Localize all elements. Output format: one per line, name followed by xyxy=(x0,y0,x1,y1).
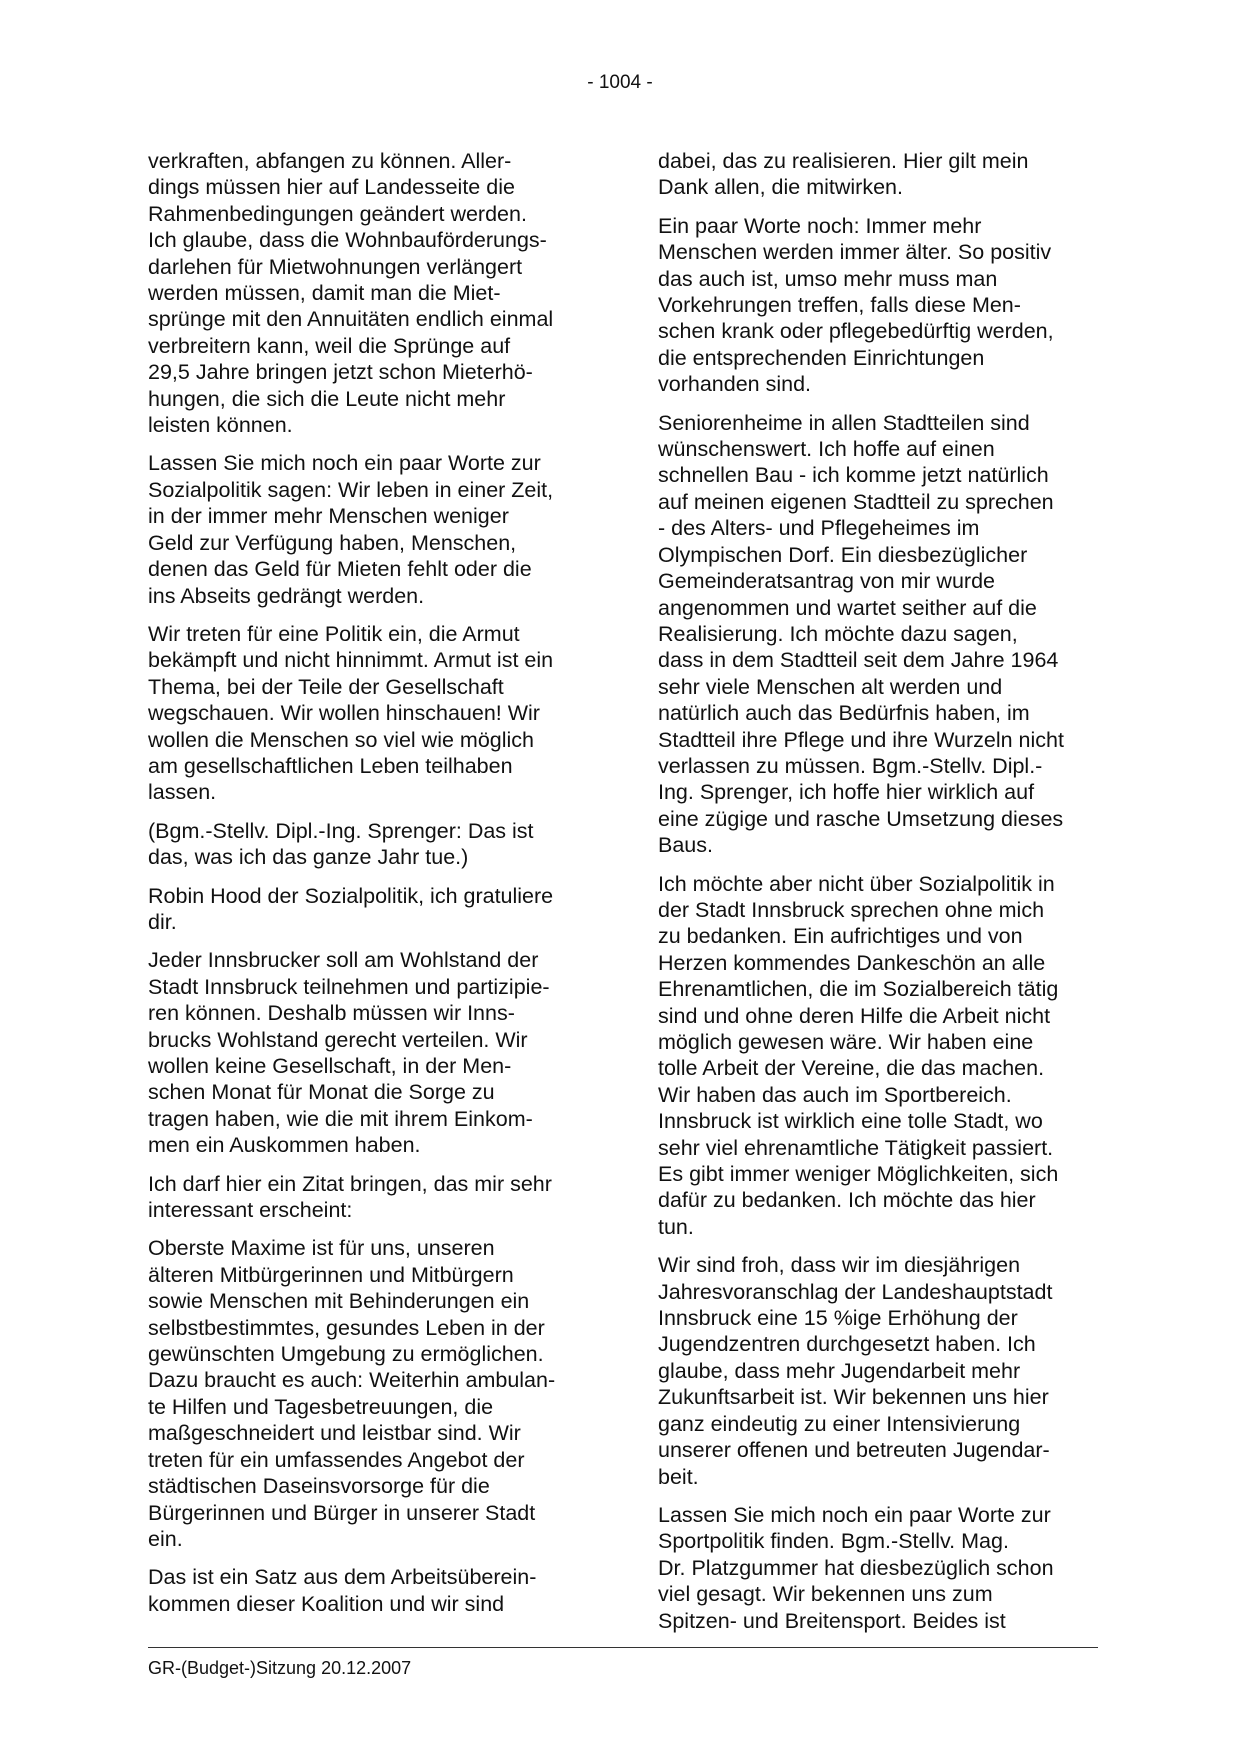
text-line: leisten können. xyxy=(148,413,293,438)
text-line: Geld zur Verfügung haben, Menschen, xyxy=(148,530,517,555)
text-line: brucks Wohlstand gerecht verteilen. Wir xyxy=(148,1027,528,1052)
text-line: beit. xyxy=(658,1464,699,1489)
text-line: am gesellschaftlichen Leben teilhaben xyxy=(148,753,513,778)
text-line: Lassen Sie mich noch ein paar Worte zur xyxy=(148,451,541,476)
text-line: das, was ich das ganze Jahr tue.) xyxy=(148,845,469,870)
text-line: dabei, das zu realisieren. Hier gilt mein xyxy=(658,149,1029,173)
text-line: Sportpolitik finden. Bgm.-Stellv. Mag. xyxy=(658,1529,1009,1554)
text-line: sprünge mit den Annuitäten endlich einmal xyxy=(148,307,554,332)
text-line: die entsprechenden Einrichtungen xyxy=(658,345,985,370)
left-column xyxy=(148,148,588,1629)
text-line: selbstbestimmtes, gesundes Leben in der xyxy=(148,1315,545,1340)
text-line: Vorkehrungen treffen, falls diese Men- xyxy=(658,293,1021,318)
text-line: Dazu braucht es auch: Weiterhin ambulan- xyxy=(148,1368,556,1393)
text-line: schen krank oder pflegebedürftig werden, xyxy=(658,319,1054,344)
text-line: der Stadt Innsbruck sprechen ohne mich xyxy=(658,897,1045,922)
text-line: (Bgm.-Stellv. Dipl.-Ing. Sprenger: Das ist xyxy=(148,818,534,843)
text-line: dass in dem Stadtteil seit dem Jahre 1964 xyxy=(658,648,1059,673)
text-line: Innsbruck ist wirklich eine tolle Stadt, wo xyxy=(658,1109,1043,1134)
text-line: te Hilfen und Tagesbetreuungen, die xyxy=(148,1394,494,1419)
text-line: tun. xyxy=(658,1214,694,1239)
text-line: Sozialpolitik sagen: Wir leben in einer Zeit, xyxy=(148,477,554,502)
text-line: sehr viele Menschen alt werden und xyxy=(658,674,1003,699)
text-line: schen Monat für Monat die Sorge zu xyxy=(148,1080,495,1105)
text-line: Wir sind froh, dass wir im diesjährigen xyxy=(658,1253,1021,1278)
paragraph xyxy=(148,947,588,1158)
text-line: Ehrenamtlichen, die im Sozialbereich tätig xyxy=(658,977,1059,1002)
text-line: sehr viel ehrenamtliche Tätigkeit passiert. xyxy=(658,1135,1054,1160)
text-line: verbreitern kann, weil die Sprünge auf xyxy=(148,333,511,358)
text-line: Innsbruck eine 15 %ige Erhöhung der xyxy=(658,1306,1018,1331)
paragraph xyxy=(148,1235,588,1552)
paragraph xyxy=(658,410,1098,859)
text-line: kommen dieser Koalition und wir sind xyxy=(148,1591,505,1616)
text-line: Jahresvoranschlag der Landeshauptstadt xyxy=(658,1279,1053,1304)
text-line: Ich glaube, dass die Wohnbauförderungs- xyxy=(148,228,547,253)
text-line: Ich möchte aber nicht über Sozialpolitik in xyxy=(658,871,1055,896)
text-line: tragen haben, wie die mit ihrem Einkom- xyxy=(148,1106,533,1131)
text-line: Jugendzentren durchgesetzt haben. Ich xyxy=(658,1332,1036,1357)
text-line: in der immer mehr Menschen weniger xyxy=(148,504,509,529)
paragraph xyxy=(148,883,588,936)
text-line: angenommen und wartet seither auf die xyxy=(658,595,1037,620)
text-line: viel gesagt. Wir bekennen uns zum xyxy=(658,1582,993,1607)
text-line: verlassen zu müssen. Bgm.-Stellv. Dipl.- xyxy=(658,753,1043,778)
text-line: sowie Menschen mit Behinderungen ein xyxy=(148,1289,530,1314)
paragraph xyxy=(148,148,588,438)
text-line: sind und ohne deren Hilfe die Arbeit nicht xyxy=(658,1003,1051,1028)
text-line: Das ist ein Satz aus dem Arbeitsüberein- xyxy=(148,1565,537,1590)
text-line: Baus. xyxy=(658,833,713,858)
text-line: zu bedanken. Ein aufrichtiges und von xyxy=(658,924,1023,949)
text-line: interessant erscheint: xyxy=(148,1198,353,1223)
text-line: wollen die Menschen so viel wie möglich xyxy=(148,727,534,752)
text-line: auf meinen eigenen Stadtteil zu sprechen xyxy=(658,489,1054,514)
text-line: glaube, dass mehr Jugendarbeit mehr xyxy=(658,1358,1021,1383)
text-line: maßgeschneidert und leistbar sind. Wir xyxy=(148,1421,521,1446)
text-line: - des Alters- und Pflegeheimes im xyxy=(658,516,980,541)
text-line: Gemeinderatsantrag von mir wurde xyxy=(658,569,995,594)
text-line: dir. xyxy=(148,909,177,934)
paragraph xyxy=(148,818,588,871)
text-line: ren können. Deshalb müssen wir Inns- xyxy=(148,1001,515,1026)
text-line: Seniorenheime in allen Stadtteilen sind xyxy=(658,410,1030,435)
paragraph xyxy=(658,213,1098,398)
footer-text: GR-(Budget-)Sitzung 20.12.2007 xyxy=(148,1658,412,1678)
paragraph xyxy=(658,148,1098,201)
text-line: Zukunftsarbeit ist. Wir bekennen uns hier xyxy=(658,1385,1049,1410)
text-line: Spitzen- und Breitensport. Beides ist xyxy=(658,1608,1006,1633)
text-line: Olympischen Dorf. Ein diesbezüglicher xyxy=(658,542,1028,567)
text-line: vorhanden sind. xyxy=(658,372,811,397)
text-line: ins Abseits gedrängt werden. xyxy=(148,583,425,608)
footer-rule xyxy=(148,1647,1098,1648)
text-line: wollen keine Gesellschaft, in der Men- xyxy=(148,1054,512,1078)
text-line: Herzen kommendes Dankeschön an alle xyxy=(658,950,1046,975)
text-line: Stadtteil ihre Pflege und ihre Wurzeln nicht xyxy=(658,727,1064,752)
text-line: Ich darf hier ein Zitat bringen, das mir sehr xyxy=(148,1171,552,1196)
paragraph xyxy=(658,1502,1098,1634)
text-line: men ein Auskommen haben. xyxy=(148,1133,421,1158)
text-line: Dank allen, die mitwirken. xyxy=(658,175,903,200)
text-line: Wir haben das auch im Sportbereich. xyxy=(658,1082,1012,1107)
text-line: verkraften, abfangen zu können. Aller- xyxy=(148,149,512,173)
paragraph xyxy=(148,621,588,806)
text-line: Oberste Maxime ist für uns, unseren xyxy=(148,1236,495,1261)
text-line: das auch ist, umso mehr muss man xyxy=(658,266,998,291)
text-line: städtischen Daseinsvorsorge für die xyxy=(148,1474,490,1499)
text-line: denen das Geld für Mieten fehlt oder die xyxy=(148,557,532,582)
text-line: wegschauen. Wir wollen hinschauen! Wir xyxy=(148,701,540,726)
text-line: schnellen Bau - ich komme jetzt natürlich xyxy=(658,463,1049,488)
text-line: Ein paar Worte noch: Immer mehr xyxy=(658,213,982,238)
text-line: älteren Mitbürgerinnen und Mitbürgern xyxy=(148,1262,514,1287)
right-column xyxy=(658,148,1098,1646)
paragraph xyxy=(658,1252,1098,1490)
text-line: dafür zu bedanken. Ich möchte das hier xyxy=(658,1188,1036,1213)
text-line: Thema, bei der Teile der Gesellschaft xyxy=(148,674,504,699)
text-line: ein. xyxy=(148,1526,183,1551)
text-line: Realisierung. Ich möchte dazu sagen, xyxy=(658,621,1018,646)
text-line: unserer offenen und betreuten Jugendar- xyxy=(658,1438,1050,1463)
text-line: lassen. xyxy=(148,780,217,805)
text-line: darlehen für Mietwohnungen verlängert xyxy=(148,254,523,279)
text-line: Dr. Platzgummer hat diesbezüglich schon xyxy=(658,1555,1054,1580)
paragraph xyxy=(148,1564,588,1617)
text-line: hungen, die sich die Leute nicht mehr xyxy=(148,386,506,411)
text-line: Menschen werden immer älter. So positiv xyxy=(658,240,1052,265)
text-line: Wir treten für eine Politik ein, die Armut xyxy=(148,621,520,646)
text-line: Lassen Sie mich noch ein paar Worte zur xyxy=(658,1502,1051,1527)
text-line: tolle Arbeit der Vereine, die das machen. xyxy=(658,1056,1045,1081)
text-line: Stadt Innsbruck teilnehmen und partizipie- xyxy=(148,974,550,999)
text-line: wünschenswert. Ich hoffe auf einen xyxy=(658,437,995,462)
text-line: Ing. Sprenger, ich hoffe hier wirklich auf xyxy=(658,780,1035,805)
text-line: gewünschten Umgebung zu ermöglichen. xyxy=(148,1342,544,1367)
text-line: 29,5 Jahre bringen jetzt schon Mieterhö- xyxy=(148,360,533,385)
page-number: - 1004 - xyxy=(587,72,653,93)
text-line: dings müssen hier auf Landesseite die xyxy=(148,175,515,200)
text-line: treten für ein umfassendes Angebot der xyxy=(148,1447,525,1472)
text-line: bekämpft und nicht hinnimmt. Armut ist ein xyxy=(148,648,554,673)
text-line: Rahmenbedingungen geändert werden. xyxy=(148,201,527,226)
text-line: Jeder Innsbrucker soll am Wohlstand der xyxy=(148,948,539,973)
paragraph xyxy=(658,871,1098,1241)
text-line: natürlich auch das Bedürfnis haben, im xyxy=(658,701,1030,726)
paragraph xyxy=(148,450,588,608)
text-line: werden müssen, damit man die Miet- xyxy=(148,281,501,306)
text-line: Robin Hood der Sozialpolitik, ich gratuliere xyxy=(148,883,554,908)
text-line: möglich gewesen wäre. Wir haben eine xyxy=(658,1030,1034,1054)
text-line: ganz eindeutig zu einer Intensivierung xyxy=(658,1411,1021,1436)
paragraph xyxy=(148,1171,588,1224)
text-line: eine zügige und rasche Umsetzung dieses xyxy=(658,806,1064,831)
text-line: Bürgerinnen und Bürger in unserer Stadt xyxy=(148,1500,536,1525)
text-line: Es gibt immer weniger Möglichkeiten, sich xyxy=(658,1162,1059,1187)
